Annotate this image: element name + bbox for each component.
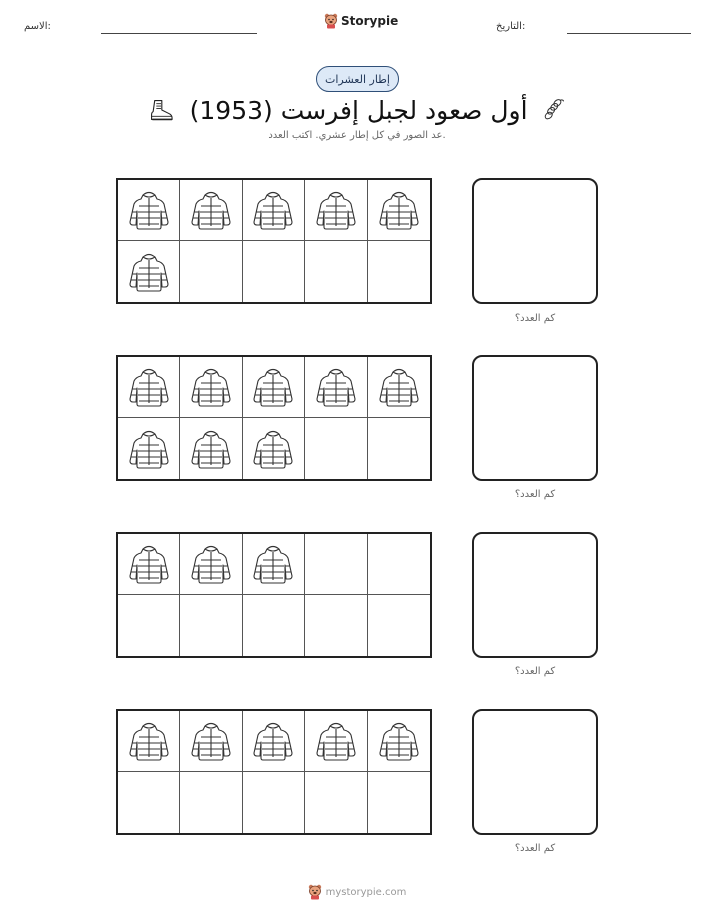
puffer-jacket-icon [251,719,295,763]
footer [0,884,714,900]
ten-frame-cell [180,180,242,241]
how-many-label-1: كم العدد؟ [514,313,556,324]
ten-frame-cell [368,357,430,418]
date-line[interactable] [567,33,691,34]
ten-frame-cell [305,180,367,241]
ten-frame-cell [180,772,242,833]
name-line[interactable] [101,33,257,34]
answer-box-2[interactable] [472,355,598,481]
puffer-jacket-icon [127,365,171,409]
ten-frame-cell [305,772,367,833]
ten-frame-cell [305,357,367,418]
ten-frame-cell [243,180,305,241]
footer-url: mystorypie.com [325,886,407,898]
ten-frame-cell [243,241,305,302]
brand-name: Storypie [341,14,399,28]
puffer-jacket-icon [251,188,295,232]
how-many-label-2: كم العدد؟ [514,489,556,500]
ten-frame-cell [368,180,430,241]
bear-logo-icon [308,884,322,900]
puffer-jacket-icon [189,542,233,586]
puffer-jacket-icon [314,719,358,763]
ten-frame-cell [368,772,430,833]
ten-frame-cell [368,241,430,302]
ten-frame-cell [368,711,430,772]
date-label: التاريخ: [496,21,526,32]
ten-frame-cell [305,241,367,302]
ten-frame-cell [180,534,242,595]
ten-frame-cell [180,711,242,772]
puffer-jacket-icon [377,719,421,763]
ten-frame-cell [118,595,180,656]
ten-frame-cell [118,711,180,772]
ten-frame-1 [116,178,432,304]
ten-frame-cell [118,241,180,302]
brand-logo [324,13,398,29]
ten-frame-cell [118,357,180,418]
puffer-jacket-icon [127,250,171,294]
ten-frame-3 [116,532,432,658]
ten-frame-cell [368,534,430,595]
rope-icon [544,95,564,125]
ten-frame-cell [243,357,305,418]
instructions: عد الصور في كل إطار عشري. اكتب العدد. [268,130,446,141]
hiking-boot-icon [150,96,174,124]
ten-frame-cell [118,418,180,479]
ten-frame-cell [180,418,242,479]
ten-frame-cell [243,595,305,656]
ten-frame-cell [305,711,367,772]
answer-box-4[interactable] [472,709,598,835]
answer-box-3[interactable] [472,532,598,658]
ten-frame-cell [118,180,180,241]
how-many-label-4: كم العدد؟ [514,843,556,854]
puffer-jacket-icon [314,365,358,409]
ten-frame-cell [118,772,180,833]
ten-frame-cell [180,241,242,302]
puffer-jacket-icon [377,365,421,409]
how-many-label-3: كم العدد؟ [514,666,556,677]
ten-frame-cell [243,534,305,595]
puffer-jacket-icon [127,542,171,586]
puffer-jacket-icon [251,365,295,409]
puffer-jacket-icon [251,542,295,586]
page-title: أول صعود لجبل إفرست (1953) [189,95,528,125]
answer-box-1[interactable] [472,178,598,304]
ten-frame-4 [116,709,432,835]
ten-frame-cell [305,418,367,479]
ten-frame-cell [243,711,305,772]
ten-frame-cell [305,595,367,656]
bear-logo-icon [324,13,338,29]
ten-frame-cell [180,357,242,418]
puffer-jacket-icon [189,188,233,232]
ten-frame-cell [305,534,367,595]
ten-frame-cell [118,534,180,595]
puffer-jacket-icon [189,719,233,763]
ten-frame-cell [243,772,305,833]
puffer-jacket-icon [127,188,171,232]
puffer-jacket-icon [251,427,295,471]
ten-frame-2 [116,355,432,481]
puffer-jacket-icon [189,427,233,471]
puffer-jacket-icon [314,188,358,232]
puffer-jacket-icon [189,365,233,409]
puffer-jacket-icon [127,719,171,763]
ten-frame-cell [243,418,305,479]
puffer-jacket-icon [127,427,171,471]
title-row [150,88,564,132]
worksheet-type-badge: إطار العشرات [316,66,399,92]
name-label: الاسم: [24,21,51,32]
ten-frame-cell [368,595,430,656]
puffer-jacket-icon [377,188,421,232]
ten-frame-cell [368,418,430,479]
ten-frame-cell [180,595,242,656]
